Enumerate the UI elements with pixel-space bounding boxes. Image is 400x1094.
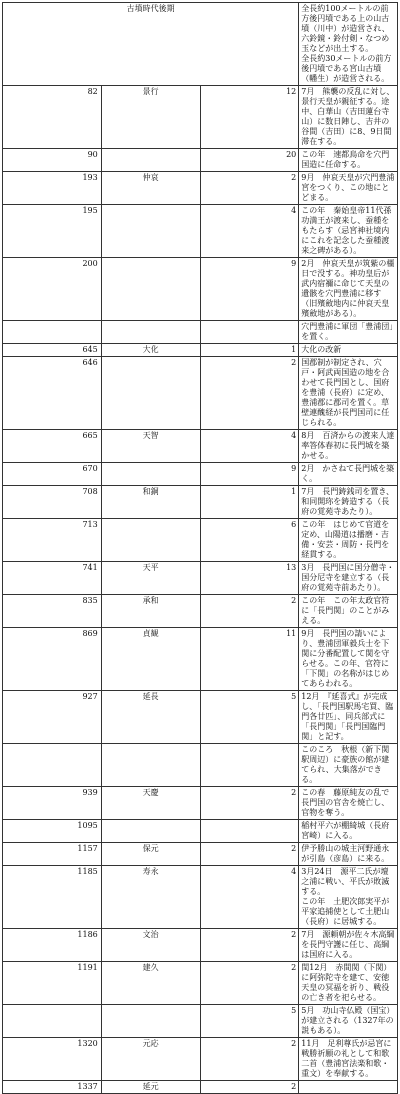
table-row xyxy=(3,172,398,205)
era-year-cell: 5 xyxy=(200,691,299,744)
event-cell xyxy=(299,344,398,357)
year-cell: 1095 xyxy=(3,820,102,843)
year-cell: 1337 xyxy=(3,1081,102,1094)
year-cell: 200 xyxy=(3,258,102,321)
era-name-cell: 延長 xyxy=(101,691,200,744)
era-year-cell: 11 xyxy=(200,628,299,691)
event-text: 穴門豊浦に軍団「豊浦団」を置く。 xyxy=(301,322,394,341)
table-row xyxy=(3,258,398,321)
era-year-cell: 5 xyxy=(200,1005,299,1038)
event-text: 9月 仲哀天皇が穴門豊浦宮をつくり、この地にとどまる。 xyxy=(301,173,395,202)
event-cell xyxy=(299,463,398,486)
year-cell: 708 xyxy=(3,486,102,519)
year-cell: 1186 xyxy=(3,929,102,962)
table-row xyxy=(3,595,398,628)
event-text: この春 藤原純友の乱で長門国の官舎を焼亡し、官物を奪う。 xyxy=(301,788,390,817)
era-year-cell: 12 xyxy=(200,86,299,149)
era-name-cell xyxy=(101,357,200,430)
era-name-cell: 延元 xyxy=(101,1081,200,1094)
era-year-cell: 2 xyxy=(200,787,299,820)
year-cell: 646 xyxy=(3,357,102,430)
table-row xyxy=(3,357,398,430)
year-cell: 1157 xyxy=(3,843,102,866)
table-row xyxy=(3,321,398,344)
era-name-cell: 大化 xyxy=(101,344,200,357)
era-year-cell: 2 xyxy=(200,172,299,205)
table-row xyxy=(3,843,398,866)
event-text: 9月 長門国の請いにより、豊浦団軍毅兵士を下関に分番配置して関を守らせる。この年、官符に「下関」の名称がはじめてあらわれる。 xyxy=(301,629,390,688)
era-year-cell: 2 xyxy=(200,929,299,962)
era-year-cell: 6 xyxy=(200,519,299,562)
era-name-cell: 保元 xyxy=(101,843,200,866)
event-text: 稲村平六が棚綺城（長府宮崎）に入る。 xyxy=(301,821,390,840)
event-text: 7月 源頼朝が佐々木高綱を長門守護に任じ、高綱は国府に入る。 xyxy=(301,930,395,959)
year-cell: 82 xyxy=(3,86,102,149)
event-cell xyxy=(299,486,398,519)
era-name-cell xyxy=(101,205,200,258)
event-text: この年 この年太政官符に「長門関」のことがみえる。 xyxy=(301,596,390,625)
year-cell: 835 xyxy=(3,595,102,628)
table-row xyxy=(3,149,398,172)
event-text: 全長約100メートルの前方後円墳である上の山古墳（川中）が造営され、六鈴鏡・鈴付剣・なつめ玉などが出土する。 xyxy=(301,4,390,53)
event-cell xyxy=(299,628,398,691)
era-name-cell: 天平 xyxy=(101,562,200,595)
event-text: 12月 『延喜式』が完成し、「長門国駅馬宅買、臨門各廿匹」、同兵部式に「長門関」「長門国臨門関」と記す。 xyxy=(301,692,394,741)
year-cell: 665 xyxy=(3,430,102,463)
event-cell xyxy=(299,519,398,562)
era-name-cell: 建久 xyxy=(101,962,200,1005)
era-year-cell: 1 xyxy=(200,486,299,519)
era-year-cell: 2 xyxy=(200,843,299,866)
year-cell: 193 xyxy=(3,172,102,205)
year-cell: 741 xyxy=(3,562,102,595)
event-text: 2月 かさねて長門城を築く。 xyxy=(301,464,395,483)
year-cell: 195 xyxy=(3,205,102,258)
event-text: 11月 足利尊氏が忌宮に戦勝祈願の礼として和歌二首（豊浦宮法楽和歌・重文）を奉献する。 xyxy=(301,1039,392,1078)
event-cell xyxy=(299,691,398,744)
era-name-cell: 寿永 xyxy=(101,866,200,929)
table-row xyxy=(3,691,398,744)
era-year-cell: 20 xyxy=(200,149,299,172)
event-cell xyxy=(299,1038,398,1081)
table-row xyxy=(3,463,398,486)
era-year-cell: 2 xyxy=(200,1038,299,1081)
event-text: 国郡制が制定され、穴戸・阿武両国造の地を合わせて長門国とし、国府を豊浦（長府）に定め、豊浦郡に郡司を置く。草壁連醜経が長門国司に任じられる。 xyxy=(301,358,390,427)
table-row xyxy=(3,486,398,519)
era-year-cell: 9 xyxy=(200,258,299,321)
year-cell xyxy=(3,1005,102,1038)
event-text: 5月 功山寺仏殿（国宝）が建立される（1327年の説もある）。 xyxy=(301,1006,395,1035)
table-row xyxy=(3,820,398,843)
year-cell: 90 xyxy=(3,149,102,172)
event-cell xyxy=(299,3,398,86)
era-year-cell: 1 xyxy=(200,344,299,357)
event-text: 3月24日 源平二氏が壇之浦に戦い、平氏が敗滅する。 xyxy=(301,867,390,896)
event-cell xyxy=(299,820,398,843)
year-cell: 939 xyxy=(3,787,102,820)
event-cell xyxy=(299,321,398,344)
era-name-cell xyxy=(101,463,200,486)
year-cell: 645 xyxy=(3,344,102,357)
era-name-cell xyxy=(101,258,200,321)
table-row xyxy=(3,86,398,149)
event-cell xyxy=(299,744,398,787)
event-cell xyxy=(299,1081,398,1094)
table-row xyxy=(3,3,398,86)
era-name-cell: 貞観 xyxy=(101,628,200,691)
era-name-cell xyxy=(101,820,200,843)
event-text: 7月 長門鋳銭司を置き、和同開珎を鋳造する（長府の覚苑寺あたり）。 xyxy=(301,487,395,516)
event-cell xyxy=(299,86,398,149)
table-row xyxy=(3,744,398,787)
event-cell xyxy=(299,430,398,463)
era-year-cell: 2 xyxy=(200,357,299,430)
era-year-cell: 2 xyxy=(200,962,299,1005)
era-name-cell xyxy=(101,1005,200,1038)
event-cell xyxy=(299,562,398,595)
event-cell xyxy=(299,962,398,1005)
event-cell xyxy=(299,929,398,962)
table-row xyxy=(3,962,398,1005)
year-cell: 1320 xyxy=(3,1038,102,1081)
event-text: 3月 長門国に国分僧寺・国分尼寺を建立する（長府の覚苑寺前あたり）。 xyxy=(301,563,395,592)
year-cell: 927 xyxy=(3,691,102,744)
era-year-cell xyxy=(200,820,299,843)
chronology-table xyxy=(2,2,398,1094)
table-row xyxy=(3,562,398,595)
event-text: この年 はじめて官道を定め、山陽道は播磨・吉備・安芸・周防・長門を経貫する。 xyxy=(301,520,390,559)
table-row xyxy=(3,205,398,258)
era-year-cell: 4 xyxy=(200,430,299,463)
era-name-cell: 文治 xyxy=(101,929,200,962)
event-text: 閏12月 赤間関（下関）に阿弥陀寺を建て、安徳天皇の冥福を祈り、戦役の亡き者を祀らせる。 xyxy=(301,963,392,1002)
event-text: 2月 仲哀天皇が筑紫の橿日で没する。神功皇后が武内宿禰に命じて天皇の遺骸を穴門豊浦に移す（旧殯斂地内に仲哀天皇殯斂地がある）。 xyxy=(301,259,395,318)
event-cell xyxy=(299,595,398,628)
event-cell xyxy=(299,843,398,866)
event-text: この年 速都鳥命を穴門国造に任命する。 xyxy=(301,150,390,169)
era-name-cell xyxy=(101,519,200,562)
event-text: このころ 秋根（新下関駅周辺）に豪族の館が建てられ、大集落ができる。 xyxy=(301,745,390,784)
era-year-cell: 4 xyxy=(200,866,299,929)
table-row xyxy=(3,787,398,820)
event-cell xyxy=(299,149,398,172)
year-cell: 670 xyxy=(3,463,102,486)
period-cell: 古墳時代後期 xyxy=(3,3,299,86)
table-row xyxy=(3,344,398,357)
event-text: 大化の改新 xyxy=(301,345,342,354)
era-name-cell: 和銅 xyxy=(101,486,200,519)
event-cell xyxy=(299,866,398,929)
era-year-cell: 2 xyxy=(200,1081,299,1094)
event-text: 全長約30メートルの前方後円墳である宮山古墳（幡生）が造営される。 xyxy=(301,54,392,83)
event-cell xyxy=(299,787,398,820)
era-name-cell: 元応 xyxy=(101,1038,200,1081)
event-cell xyxy=(299,172,398,205)
era-year-cell xyxy=(200,321,299,344)
event-cell xyxy=(299,258,398,321)
table-row xyxy=(3,1038,398,1081)
table-row xyxy=(3,628,398,691)
event-cell xyxy=(299,357,398,430)
era-name-cell xyxy=(101,321,200,344)
era-year-cell: 2 xyxy=(200,595,299,628)
era-name-cell: 景行 xyxy=(101,86,200,149)
era-name-cell xyxy=(101,149,200,172)
table-row xyxy=(3,519,398,562)
event-text: この年 秦始皇帝11代孫功満王が渡来し、蚕種をもたらす（忌宮神社境内にこれを記念した蚕種渡来之碑がある）。 xyxy=(301,206,392,255)
era-year-cell: 4 xyxy=(200,205,299,258)
year-cell: 1185 xyxy=(3,866,102,929)
table-row xyxy=(3,430,398,463)
era-name-cell: 天智 xyxy=(101,430,200,463)
era-name-cell: 仲哀 xyxy=(101,172,200,205)
event-text: 伊予勝山の城主河野通永が引島（彦島）に来る。 xyxy=(301,844,390,863)
table-row xyxy=(3,866,398,929)
era-year-cell: 13 xyxy=(200,562,299,595)
table-row xyxy=(3,929,398,962)
era-year-cell xyxy=(200,744,299,787)
event-text: 8月 百済からの渡来人達率答体春初に長門城を築かせる。 xyxy=(301,431,395,460)
era-name-cell: 天慶 xyxy=(101,787,200,820)
event-cell xyxy=(299,205,398,258)
event-text: この年 土肥次郎実平が平家追捕使として土肥山（長府）に居城する。 xyxy=(301,897,390,926)
table-row xyxy=(3,1005,398,1038)
year-cell xyxy=(3,744,102,787)
event-text: 7月 熊襲の反乱に対し、景行天皇が親征する。途中、白華山（吉田蓮台寺山）に数日陣し、吉井の谷間（吉田）に8、9日間滞在する。 xyxy=(301,87,395,146)
year-cell: 1191 xyxy=(3,962,102,1005)
event-cell xyxy=(299,1005,398,1038)
year-cell: 713 xyxy=(3,519,102,562)
year-cell xyxy=(3,321,102,344)
era-year-cell: 9 xyxy=(200,463,299,486)
era-name-cell xyxy=(101,744,200,787)
year-cell: 869 xyxy=(3,628,102,691)
table-row xyxy=(3,1081,398,1094)
era-name-cell: 承和 xyxy=(101,595,200,628)
